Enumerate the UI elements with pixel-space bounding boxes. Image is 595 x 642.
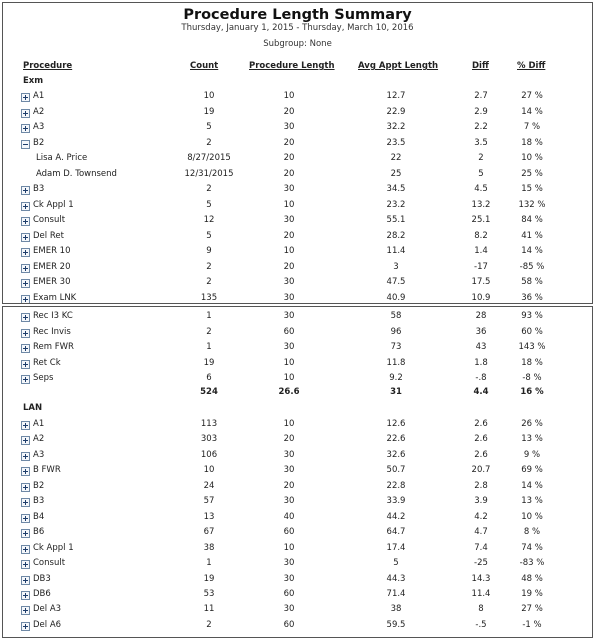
procedure-length-value: 30 <box>283 558 295 569</box>
procedure-row <box>3 589 592 603</box>
diff-value: -25 <box>474 558 488 569</box>
diff-value: 2.2 <box>474 122 488 132</box>
total-avg-appt-length: 31 <box>390 387 402 397</box>
procedure-length-value: 30 <box>283 342 295 352</box>
procedure-row <box>3 527 592 541</box>
avg-appt-length-value: 28.2 <box>386 230 406 241</box>
procedure-length-value: 20 <box>283 230 295 241</box>
procedure-row <box>3 434 592 448</box>
count-value: 2 <box>206 326 212 337</box>
procedure-row <box>3 558 592 572</box>
diff-value: 25.1 <box>471 215 491 225</box>
detail-row <box>3 153 592 167</box>
diff-value: 43 <box>475 342 487 352</box>
avg-appt-length-value: 11.4 <box>386 246 406 256</box>
procedure-length-value: 20 <box>283 261 295 272</box>
column-header-procedure-length: Procedure Length <box>249 61 335 71</box>
procedure-name: Consult <box>33 558 66 569</box>
count-value: 303 <box>200 434 218 445</box>
count-value: 13 <box>203 511 215 522</box>
pct-diff-value: 9 % <box>523 449 541 460</box>
avg-appt-length-value: 73 <box>390 342 402 352</box>
procedure-length-value: 30 <box>283 184 295 194</box>
pct-diff-value: 18 % <box>521 137 543 148</box>
expand-icon[interactable] <box>21 360 30 369</box>
procedure-name: B3 <box>33 496 45 507</box>
count-value: 19 <box>203 357 215 368</box>
count-value: 6 <box>206 373 212 383</box>
procedure-row <box>3 246 592 260</box>
procedure-length-value: 30 <box>283 573 295 584</box>
expand-icon[interactable] <box>21 560 30 569</box>
procedure-name: Del Ret <box>33 230 64 241</box>
procedure-row <box>3 574 592 588</box>
expand-icon[interactable] <box>21 295 30 304</box>
procedure-name: DB6 <box>33 588 51 599</box>
avg-appt-length-value: 34.5 <box>386 184 406 194</box>
procedure-length-value: 10 <box>283 357 295 368</box>
pct-diff-value: 7 % <box>523 122 541 132</box>
count-value: 19 <box>203 573 215 584</box>
procedure-length-value: 30 <box>283 292 295 303</box>
count-value: 8/27/2015 <box>187 153 231 163</box>
expand-icon[interactable] <box>21 498 30 507</box>
avg-appt-length-value: 71.4 <box>386 588 406 599</box>
expand-icon[interactable] <box>21 124 30 133</box>
avg-appt-length-value: 17.4 <box>386 542 406 553</box>
count-value: 12/31/2015 <box>184 168 234 179</box>
diff-value: 2.6 <box>474 419 488 429</box>
diff-value: 4.7 <box>474 527 488 538</box>
count-value: 5 <box>206 230 212 241</box>
procedure-length-value: 20 <box>283 434 295 445</box>
procedure-row <box>3 107 592 121</box>
procedure-length-value: 30 <box>283 604 295 615</box>
procedure-row <box>3 262 592 276</box>
pct-diff-value: -85 % <box>519 261 545 272</box>
procedure-length-value: 20 <box>283 480 295 491</box>
count-value: 2 <box>206 184 212 194</box>
expand-icon[interactable] <box>21 329 30 338</box>
pct-diff-value: 15 % <box>521 184 543 194</box>
expand-icon[interactable] <box>21 217 30 226</box>
expand-icon[interactable] <box>21 344 30 353</box>
procedure-name: Exam LNK <box>33 292 77 303</box>
procedure-row <box>3 91 592 105</box>
avg-appt-length-value: 22.8 <box>386 480 406 491</box>
procedure-name: EMER 10 <box>33 246 71 256</box>
diff-value: 28 <box>475 311 487 321</box>
procedure-row <box>3 184 592 198</box>
procedure-length-value: 30 <box>283 465 295 476</box>
procedure-row <box>3 481 592 495</box>
expand-icon[interactable] <box>21 375 30 384</box>
avg-appt-length-value: 25 <box>390 168 402 179</box>
total-count: 524 <box>200 387 218 397</box>
avg-appt-length-value: 12.7 <box>386 91 406 101</box>
diff-value: 4.5 <box>474 184 488 194</box>
avg-appt-length-value: 44.2 <box>386 511 406 522</box>
pct-diff-value: 14 % <box>521 106 543 117</box>
count-value: 5 <box>206 122 212 132</box>
pct-diff-value: 69 % <box>521 465 543 476</box>
pct-diff-value: 48 % <box>521 573 543 584</box>
procedure-length-value: 60 <box>283 588 295 599</box>
pct-diff-value: 74 % <box>521 542 543 553</box>
avg-appt-length-value: 33.9 <box>386 496 406 507</box>
procedure-name: A3 <box>33 122 45 132</box>
diff-value: -.8 <box>475 373 487 383</box>
procedure-row <box>3 231 592 245</box>
pct-diff-value: 84 % <box>521 215 543 225</box>
procedure-name: Seps <box>33 373 54 383</box>
diff-value: 7.4 <box>474 542 488 553</box>
avg-appt-length-value: 96 <box>390 326 402 337</box>
procedure-name: Rem FWR <box>33 342 74 352</box>
report-date-range: Thursday, January 1, 2015 - Thursday, March 10, 2016 <box>181 23 414 33</box>
procedure-row <box>3 450 592 464</box>
diff-value: 2 <box>478 153 484 163</box>
procedure-length-value: 20 <box>283 153 295 163</box>
count-value: 1 <box>206 558 212 569</box>
diff-value: 2.6 <box>474 449 488 460</box>
detail-row <box>3 169 592 183</box>
expand-icon[interactable] <box>21 233 30 242</box>
procedure-name: A1 <box>33 91 45 101</box>
avg-appt-length-value: 23.2 <box>386 199 406 210</box>
count-value: 11 <box>203 604 215 615</box>
pct-diff-value: 14 % <box>521 246 543 256</box>
diff-value: -.5 <box>475 619 487 630</box>
count-value: 106 <box>200 449 218 460</box>
pct-diff-value: 27 % <box>521 91 543 101</box>
procedure-row <box>3 293 592 305</box>
procedure-length-value: 60 <box>283 619 295 630</box>
avg-appt-length-value: 9.2 <box>389 373 403 383</box>
total-pct-diff: 16 % <box>520 387 544 397</box>
diff-value: 2.7 <box>474 91 488 101</box>
pct-diff-value: 10 % <box>521 153 543 163</box>
count-value: 10 <box>203 465 215 476</box>
count-value: 2 <box>206 137 212 148</box>
count-value: 135 <box>200 292 218 303</box>
procedure-name: Rec I3 KC <box>33 311 73 321</box>
expand-icon[interactable] <box>21 483 30 492</box>
pct-diff-value: 8 % <box>523 527 541 538</box>
diff-value: 2.9 <box>474 106 488 117</box>
procedure-name: B4 <box>33 511 45 522</box>
count-value: 2 <box>206 261 212 272</box>
count-value: 1 <box>206 342 212 352</box>
procedure-name: B2 <box>33 137 45 148</box>
procedure-length-value: 20 <box>283 168 295 179</box>
expand-icon[interactable] <box>21 576 30 585</box>
avg-appt-length-value: 44.3 <box>386 573 406 584</box>
report-title: Procedure Length Summary <box>183 7 412 23</box>
procedure-length-value: 30 <box>283 496 295 507</box>
procedure-name: Del A3 <box>33 604 62 615</box>
column-header-procedure: Procedure <box>23 61 73 71</box>
diff-value: 2.6 <box>474 434 488 445</box>
pct-diff-value: 13 % <box>521 434 543 445</box>
procedure-length-value: 10 <box>283 419 295 429</box>
pct-diff-value: 27 % <box>521 604 543 615</box>
pct-diff-value: -8 % <box>522 373 542 383</box>
procedure-length-value: 10 <box>283 542 295 553</box>
procedure-name: Del A6 <box>33 619 62 630</box>
column-header-avg-appt-length: Avg Appt Length <box>358 61 439 71</box>
procedure-name: DB3 <box>33 573 51 584</box>
procedure-length-value: 60 <box>283 527 295 538</box>
avg-appt-length-value: 50.7 <box>386 465 406 476</box>
procedure-row <box>3 512 592 526</box>
procedure-length-value: 30 <box>283 449 295 460</box>
procedure-length-value: 30 <box>283 215 295 225</box>
count-value: 2 <box>206 619 212 630</box>
avg-appt-length-value: 38 <box>390 604 402 615</box>
count-value: 1 <box>206 311 212 321</box>
count-value: 9 <box>206 246 212 256</box>
avg-appt-length-value: 11.8 <box>386 357 406 368</box>
column-header-count: Count <box>190 61 219 71</box>
procedure-name: B FWR <box>33 465 61 476</box>
diff-value: 10.9 <box>471 292 491 303</box>
pct-diff-value: 19 % <box>521 588 543 599</box>
procedure-name: Lisa A. Price <box>36 153 88 163</box>
expand-icon[interactable] <box>21 421 30 430</box>
count-value: 2 <box>206 277 212 287</box>
count-value: 113 <box>200 419 218 429</box>
procedure-row <box>3 138 592 152</box>
avg-appt-length-value: 59.5 <box>386 619 406 630</box>
procedure-row <box>3 342 592 356</box>
procedure-row <box>3 277 592 291</box>
procedure-length-value: 10 <box>283 91 295 101</box>
expand-icon[interactable] <box>21 279 30 288</box>
procedure-name: Rec Invis <box>33 326 71 337</box>
diff-value: 1.8 <box>474 357 488 368</box>
procedure-length-value: 60 <box>283 326 295 337</box>
avg-appt-length-value: 22 <box>390 153 402 163</box>
group-label-exm: Exm <box>23 76 44 86</box>
procedure-name: B6 <box>33 527 45 538</box>
diff-value: 20.7 <box>471 465 491 476</box>
count-value: 19 <box>203 106 215 117</box>
group-total-row <box>3 387 592 401</box>
count-value: 10 <box>203 91 215 101</box>
procedure-row <box>3 358 592 372</box>
procedure-row <box>3 122 592 136</box>
count-value: 53 <box>203 588 215 599</box>
pct-diff-value: -1 % <box>522 619 542 630</box>
avg-appt-length-value: 22.9 <box>386 106 406 117</box>
avg-appt-length-value: 5 <box>393 558 399 569</box>
pct-diff-value: 41 % <box>521 230 543 241</box>
pct-diff-value: 36 % <box>521 292 543 303</box>
pct-diff-value: 58 % <box>521 277 543 287</box>
count-value: 57 <box>203 496 215 507</box>
procedure-name: EMER 30 <box>33 277 71 287</box>
avg-appt-length-value: 3 <box>393 261 399 272</box>
expand-icon[interactable] <box>21 436 30 445</box>
expand-icon[interactable] <box>21 202 30 211</box>
pct-diff-value: 14 % <box>521 480 543 491</box>
diff-value: 36 <box>475 326 487 337</box>
diff-value: 4.2 <box>474 511 488 522</box>
procedure-name: Adam D. Townsend <box>36 168 117 179</box>
procedure-row <box>3 311 592 325</box>
procedure-name: Consult <box>33 215 66 225</box>
avg-appt-length-value: 58 <box>390 311 402 321</box>
count-value: 24 <box>203 480 215 491</box>
pct-diff-value: 26 % <box>521 419 543 429</box>
diff-value: 8 <box>478 604 484 615</box>
pct-diff-value: -83 % <box>519 558 545 569</box>
avg-appt-length-value: 55.1 <box>386 215 406 225</box>
diff-value: 13.2 <box>471 199 491 210</box>
group-label-lan: LAN <box>23 403 43 413</box>
procedure-name: B3 <box>33 184 45 194</box>
diff-value: 2.8 <box>474 480 488 491</box>
total-diff: 4.4 <box>473 387 489 397</box>
pct-diff-value: 132 % <box>518 199 546 210</box>
procedure-name: EMER 20 <box>33 261 71 272</box>
pct-diff-value: 25 % <box>521 168 543 179</box>
procedure-row <box>3 419 592 433</box>
count-value: 12 <box>203 215 215 225</box>
procedure-length-value: 30 <box>283 277 295 287</box>
report-pane-bottom <box>2 306 593 638</box>
pct-diff-value: 18 % <box>521 357 543 368</box>
pct-diff-value: 93 % <box>521 311 543 321</box>
procedure-length-value: 20 <box>283 137 295 148</box>
diff-value: 3.5 <box>474 137 488 148</box>
report-subgroup: Subgroup: None <box>263 39 332 49</box>
expand-icon[interactable] <box>21 248 30 257</box>
procedure-row <box>3 465 592 479</box>
procedure-name: B2 <box>33 480 45 491</box>
diff-value: 1.4 <box>474 246 488 256</box>
pct-diff-value: 143 % <box>518 342 546 352</box>
count-value: 5 <box>206 199 212 210</box>
procedure-row <box>3 200 592 214</box>
procedure-length-value: 10 <box>283 246 295 256</box>
expand-icon[interactable] <box>21 467 30 476</box>
procedure-row <box>3 215 592 229</box>
avg-appt-length-value: 40.9 <box>386 292 406 303</box>
expand-icon[interactable] <box>21 529 30 538</box>
procedure-name: A1 <box>33 419 45 429</box>
procedure-name: Ret Ck <box>33 357 61 368</box>
expand-icon[interactable] <box>21 606 30 615</box>
pct-diff-value: 13 % <box>521 496 543 507</box>
procedure-row <box>3 543 592 557</box>
expand-icon[interactable] <box>21 591 30 600</box>
procedure-name: A2 <box>33 434 45 445</box>
procedure-name: Ck Appl 1 <box>33 542 74 553</box>
diff-value: -17 <box>474 261 488 272</box>
procedure-length-value: 20 <box>283 106 295 117</box>
diff-value: 5 <box>478 168 484 179</box>
diff-value: 17.5 <box>471 277 491 287</box>
avg-appt-length-value: 32.6 <box>386 449 406 460</box>
procedure-length-value: 30 <box>283 311 295 321</box>
procedure-length-value: 10 <box>283 199 295 210</box>
avg-appt-length-value: 23.5 <box>386 137 406 148</box>
procedure-row <box>3 327 592 341</box>
avg-appt-length-value: 32.2 <box>386 122 406 132</box>
count-value: 38 <box>203 542 215 553</box>
expand-icon[interactable] <box>21 264 30 273</box>
collapse-icon[interactable] <box>21 140 30 149</box>
expand-icon[interactable] <box>21 514 30 523</box>
report-pane-top <box>2 2 593 304</box>
procedure-name: A3 <box>33 449 45 460</box>
procedure-row <box>3 604 592 618</box>
procedure-row <box>3 373 592 387</box>
expand-icon[interactable] <box>21 93 30 102</box>
expand-icon[interactable] <box>21 622 30 631</box>
avg-appt-length-value: 47.5 <box>386 277 406 287</box>
procedure-row <box>3 496 592 510</box>
procedure-name: Ck Appl 1 <box>33 199 74 210</box>
diff-value: 11.4 <box>471 588 491 599</box>
expand-icon[interactable] <box>21 452 30 461</box>
procedure-length-value: 30 <box>283 122 295 132</box>
total-procedure-length: 26.6 <box>278 387 300 397</box>
count-value: 67 <box>203 527 215 538</box>
pct-diff-value: 10 % <box>521 511 543 522</box>
avg-appt-length-value: 22.6 <box>386 434 406 445</box>
procedure-name: A2 <box>33 106 45 117</box>
expand-icon[interactable] <box>21 545 30 554</box>
diff-value: 3.9 <box>474 496 488 507</box>
expand-icon[interactable] <box>21 186 30 195</box>
diff-value: 14.3 <box>471 573 491 584</box>
avg-appt-length-value: 12.6 <box>386 419 406 429</box>
pct-diff-value: 60 % <box>521 326 543 337</box>
procedure-length-value: 40 <box>283 511 295 522</box>
column-header-diff: Diff <box>472 61 489 71</box>
column-header-pct-diff: % Diff <box>517 61 546 71</box>
procedure-length-value: 10 <box>283 373 295 383</box>
expand-icon[interactable] <box>21 313 30 322</box>
expand-icon[interactable] <box>21 109 30 118</box>
avg-appt-length-value: 64.7 <box>386 527 406 538</box>
diff-value: 8.2 <box>474 230 488 241</box>
procedure-row <box>3 620 592 634</box>
